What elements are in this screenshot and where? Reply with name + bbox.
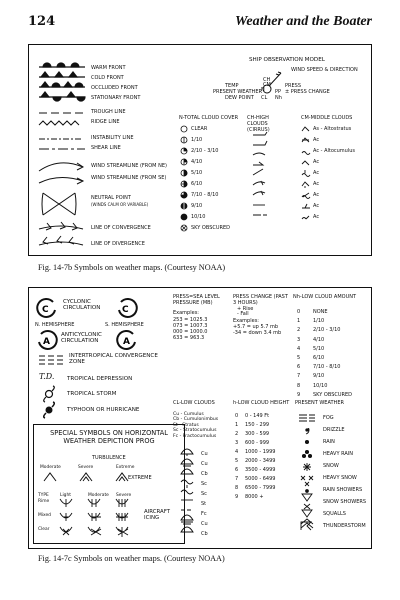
figure-14-7c xyxy=(28,287,372,549)
itcz-label: INTERTROPICAL CONVERGENCE ZONE xyxy=(69,353,158,365)
ship-nh-label: Nh xyxy=(275,95,282,101)
page-number: 124 xyxy=(28,14,56,29)
instability-line-label: INSTABILITY LINE xyxy=(91,135,134,141)
cl-legend-1: Cu - Cumulus xyxy=(173,412,204,417)
ship-temp-label: TEMP xyxy=(225,83,239,89)
h-code-0: 0 xyxy=(235,413,239,419)
h-code-7: 7 xyxy=(235,476,239,482)
cl-legend-4: Sc - Stratocumulus xyxy=(173,428,217,434)
pc-title: PRESS CHANGE (PAST 3 HOURS) xyxy=(233,294,288,306)
pw-rain: RAIN xyxy=(323,439,335,445)
cover-4-10: 4/10 xyxy=(191,159,203,165)
h-value-0: 0 - 149 Ft xyxy=(245,413,270,419)
cl-item-5: Sc xyxy=(201,491,207,497)
sh-label: S. HEMISPHERE xyxy=(105,322,144,328)
icing-severe-label: Severe xyxy=(116,493,132,498)
press-examples-label: Examples: xyxy=(173,310,199,316)
high-cloud-symbols xyxy=(251,131,271,231)
cl-legend-3: St - Stratus xyxy=(173,422,199,428)
mid-cloud-2: Ac xyxy=(313,137,320,143)
nh-code-2: 2 xyxy=(297,327,301,334)
h-codes xyxy=(235,412,238,502)
icing-mixed-label: Mixed xyxy=(38,513,51,518)
aircraft-icing-label: AIRCRAFT ICING xyxy=(144,509,171,521)
nh-code-3: 3 xyxy=(297,336,301,343)
pw-thunderstorm: THUNDERSTORM xyxy=(323,523,366,529)
cloud-cover-icons xyxy=(179,125,189,255)
cl-item-2: Cu xyxy=(201,461,208,467)
mid-cloud-5: Ac xyxy=(313,170,320,176)
anticyclonic-sh-icon xyxy=(115,328,139,352)
cover-6-10: 6/10 xyxy=(191,181,203,187)
nh-value-7: 9/10 xyxy=(313,373,325,380)
pw-squalls: SQUALLS xyxy=(323,511,346,517)
pc-examples-label: Examples: xyxy=(233,318,259,324)
warm-front-label: WARM FRONT xyxy=(91,65,126,71)
ts-label: TROPICAL STORM xyxy=(67,391,117,397)
mid-cloud-6: Ac xyxy=(313,181,320,187)
ship-cm-label: CM xyxy=(263,82,271,88)
high-clouds-title: CH-HIGH CLOUDS (CIRRUS) xyxy=(247,115,270,133)
icing-rime-label: Rime xyxy=(38,499,50,504)
hurricane-icon xyxy=(41,402,57,418)
nh-code-8: 8 xyxy=(297,382,301,389)
press-title: PRESS=SEA LEVEL PRESSURE (MB) xyxy=(173,294,220,306)
trough-line-label: TROUGH LINE xyxy=(91,109,126,115)
h-value-8: 6500 - 7999 xyxy=(245,485,276,491)
neutral-point-note: (WINDS CALM OR VARIABLE) xyxy=(91,202,149,207)
nh-value-8: 10/10 xyxy=(313,382,328,389)
h-code-2: 2 xyxy=(235,431,239,437)
cl-item-7: Fc xyxy=(201,511,207,517)
mid-cloud-9: Ac xyxy=(313,214,320,220)
cyclonic-sh-icon xyxy=(115,296,139,320)
nh-value-9: SKY OBSCURED xyxy=(313,391,353,398)
nh-title: Nh-LOW CLOUD AMOUNT xyxy=(293,294,357,300)
ship-press-label: PRESS xyxy=(285,83,301,89)
cover-10-10: 10/10 xyxy=(191,214,206,220)
cyclonic-nh-icon xyxy=(35,296,59,320)
ship-dew-point-label: DEW POINT xyxy=(225,95,254,101)
stationary-front-label: STATIONARY FRONT xyxy=(91,95,141,101)
h-value-6: 3500 - 4999 xyxy=(245,467,276,473)
mid-cloud-7: Ac xyxy=(313,192,320,198)
cyclonic-label: CYCLONIC CIRCULATION xyxy=(63,299,101,311)
press-example-3: 000 = 1000.0 xyxy=(173,329,208,335)
svg-text:A: A xyxy=(123,337,130,347)
occluded-front-label: OCCLUDED FRONT xyxy=(91,85,138,91)
cover-7-8: 7/10 - 8/10 xyxy=(191,192,219,198)
cover-obscured: SKY OBSCURED xyxy=(191,225,231,231)
anticyclonic-nh-icon xyxy=(35,328,59,352)
h-code-6: 6 xyxy=(235,467,239,473)
turbulence-label: TURBULENCE xyxy=(92,455,126,461)
ship-cl-label: CL xyxy=(261,95,268,101)
cl-legend xyxy=(173,412,218,439)
streamline-symbols xyxy=(37,159,87,187)
cover-1-10: 1/10 xyxy=(191,137,203,143)
td-symbol: T.D. xyxy=(39,372,55,381)
cl-item-9: Cb xyxy=(201,531,208,537)
special-symbols-box xyxy=(33,424,185,544)
line-symbols xyxy=(37,107,87,157)
ridge-line-label: RIDGE LINE xyxy=(91,119,120,125)
pc-rise: + Rise xyxy=(237,306,254,312)
pw-heavy-rain: HEAVY RAIN xyxy=(323,451,353,457)
pw-labels xyxy=(323,412,366,532)
h-code-3: 3 xyxy=(235,440,239,446)
icing-symbols xyxy=(58,497,138,541)
ship-press-change-label: ± PRESS CHANGE xyxy=(285,89,330,95)
page-title: Weather and the Boater xyxy=(234,14,372,29)
present-weather-symbols xyxy=(295,410,321,534)
neutral-point-icon xyxy=(39,189,79,219)
divergence-label: LINE OF DIVERGENCE xyxy=(91,241,145,247)
mid-cloud-1: As - Altostratus xyxy=(313,126,352,132)
cl-item-6: St xyxy=(201,501,207,507)
nh-value-5: 6/10 xyxy=(313,355,325,362)
cl-item-4: Sc xyxy=(201,481,207,487)
anticyclonic-label: ANTICYCLONIC CIRCULATION xyxy=(61,332,102,344)
cover-clear: CLEAR xyxy=(191,126,208,132)
svg-text:C: C xyxy=(122,305,129,315)
icing-moderate-label: Moderate xyxy=(88,493,109,498)
convergence-symbols xyxy=(37,221,87,251)
nh-code-0: 0 xyxy=(297,309,301,315)
press-example-1: 253 = 1025.3 xyxy=(173,317,208,323)
cl-legend-2: Cb - Cumulonimbus xyxy=(173,417,219,423)
h-value-4: 1000 - 1999 xyxy=(245,449,276,455)
svg-text:C: C xyxy=(42,305,49,315)
ship-ch-label: CH xyxy=(263,77,271,83)
mid-cloud-8: Ac xyxy=(313,203,320,209)
h-code-1: 1 xyxy=(235,422,239,428)
pw-title: PRESENT WEATHER xyxy=(295,400,344,406)
nh-value-4: 5/10 xyxy=(313,345,325,352)
ty-label: TYPHOON OR HURRICANE xyxy=(67,407,140,413)
cover-2-3: 2/10 - 3/10 xyxy=(191,148,219,154)
figure-14-7b xyxy=(28,44,372,256)
icing-light-label: Light xyxy=(60,493,71,498)
press-example-2: 073 = 1007.3 xyxy=(173,323,208,329)
nh-value-6: 7/10 - 8/10 xyxy=(313,364,341,371)
pw-fog: FOG xyxy=(323,415,334,421)
cl-item-3: Cb xyxy=(201,471,208,477)
pw-rain-showers: RAIN SHOWERS xyxy=(323,487,363,493)
nh-value-1: 1/10 xyxy=(313,318,325,325)
h-values xyxy=(245,412,275,502)
ship-wind-label: WIND SPEED & DIRECTION xyxy=(291,67,358,73)
nh-code-7: 7 xyxy=(297,373,301,380)
page-header xyxy=(28,14,372,34)
shear-line-label: SHEAR LINE xyxy=(91,145,121,151)
pc-fall: - Fall xyxy=(237,311,249,317)
mid-cloud-3: Ac - Altocumulus xyxy=(313,148,356,154)
h-value-3: 600 - 999 xyxy=(245,440,270,446)
press-example-4: 633 = 963.3 xyxy=(173,335,205,341)
pw-heavy-snow: HEAVY SNOW xyxy=(323,475,357,481)
h-value-5: 2000 - 3499 xyxy=(245,458,276,464)
nh-values xyxy=(313,308,352,400)
streamline-se-label: WIND STREAMLINE (FROM SE) xyxy=(91,175,167,181)
mid-cloud-symbols xyxy=(301,125,311,235)
cl-item-1: Cu xyxy=(201,451,208,457)
ship-n-label: N xyxy=(261,87,265,93)
front-symbols xyxy=(37,61,87,109)
nh-code-5: 5 xyxy=(297,355,301,362)
ship-present-weather-label: PRESENT WEATHER xyxy=(213,89,262,95)
turb-extreme: Extreme xyxy=(116,465,135,470)
cover-5-10: 5/10 xyxy=(191,170,203,176)
nh-code-4: 4 xyxy=(297,345,301,352)
convergence-label: LINE OF CONVERGENCE xyxy=(91,225,151,231)
special-title: SPECIAL SYMBOLS ON HORIZONTAL WEATHER DEPICTION PROG xyxy=(50,429,168,445)
nh-codes xyxy=(297,308,300,400)
pw-drizzle: DRIZZLE xyxy=(323,427,345,433)
nh-code-6: 6 xyxy=(297,364,301,371)
streamline-ne-label: WIND STREAMLINE (FROM NE) xyxy=(91,163,167,169)
h-code-9: 9 xyxy=(235,494,239,500)
ship-model-title: SHIP OBSERVATION MODEL xyxy=(249,57,325,63)
h-value-1: 150 - 299 xyxy=(245,422,270,428)
pc-example-1: +5.7 = up 5.7 mb xyxy=(233,324,279,330)
nh-value-3: 4/10 xyxy=(313,336,325,343)
cl-items xyxy=(201,449,208,539)
cloud-cover-title: N-TOTAL CLOUD COVER xyxy=(179,115,239,121)
mid-cloud-4: Ac xyxy=(313,159,320,165)
turb-severe: Severe xyxy=(78,465,94,470)
turb-moderate: Moderate xyxy=(40,465,61,470)
pw-snow: SNOW xyxy=(323,463,339,469)
h-code-4: 4 xyxy=(235,449,239,455)
pc-example-2: -34 = down 3.4 mb xyxy=(233,330,282,336)
cold-front-label: COLD FRONT xyxy=(91,75,124,81)
itcz-icon xyxy=(37,354,67,366)
h-code-8: 8 xyxy=(235,485,239,491)
cl-item-8: Cu xyxy=(201,521,208,527)
icing-clear-label: Clear xyxy=(38,527,50,532)
h-code-5: 5 xyxy=(235,458,239,464)
nh-code-1: 1 xyxy=(297,318,301,325)
cl-title: CL-LOW CLOUDS xyxy=(173,400,215,406)
h-title: h-LOW CLOUD HEIGHT xyxy=(233,400,290,406)
td-label: TROPICAL DEPRESSION xyxy=(67,376,133,382)
h-value-7: 5000 - 6499 xyxy=(245,476,276,482)
figure-14-7c-caption: Fig. 14-7c Symbols on weather maps. (Courtesy NOAA) xyxy=(38,554,225,563)
nh-code-9: 9 xyxy=(297,391,301,398)
ship-pp-label: PP xyxy=(275,89,282,95)
cover-9-10: 9/10 xyxy=(191,203,203,209)
figure-14-7b-caption: Fig. 14-7b Symbols on weather maps. (Courtesy NOAA) xyxy=(38,263,226,272)
cl-legend-5: Fc - Fractocumulus xyxy=(173,433,217,439)
pw-snow-showers: SNOW SHOWERS xyxy=(323,499,367,505)
neutral-point-label: NEUTRAL POINT xyxy=(91,195,131,201)
h-value-2: 300 - 599 xyxy=(245,431,270,437)
low-cloud-symbols xyxy=(179,446,195,542)
nh-value-0: NONE xyxy=(313,309,328,315)
nh-label: N. HEMISPHERE xyxy=(35,322,75,328)
mid-clouds-title: CM-MIDDLE CLOUDS xyxy=(301,115,353,121)
nh-value-2: 2/10 - 3/10 xyxy=(313,327,341,334)
svg-text:A: A xyxy=(43,337,50,347)
h-value-9: 8000 + xyxy=(245,494,264,500)
turb-extreme-2: EXTREME xyxy=(128,475,152,481)
tropical-storm-icon xyxy=(41,386,57,402)
icing-type-label: TYPE xyxy=(38,493,49,498)
